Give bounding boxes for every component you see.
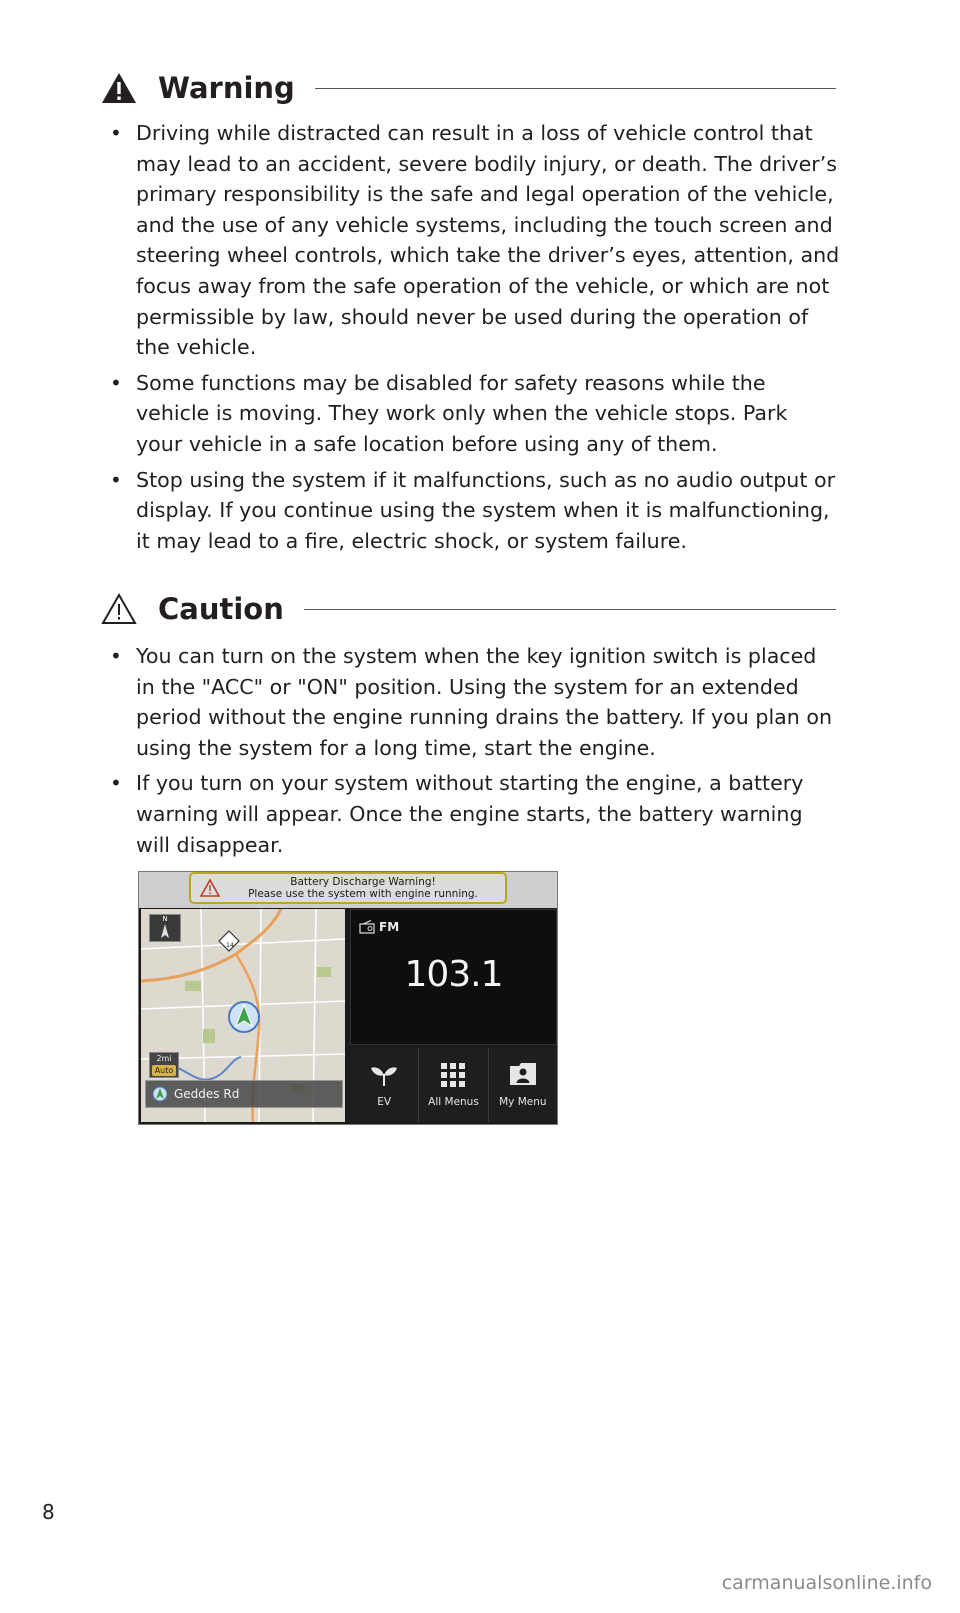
route-shield-number: 14 bbox=[226, 942, 234, 949]
my-menu-label: My Menu bbox=[499, 1096, 547, 1108]
position-arrow-icon bbox=[152, 1086, 168, 1102]
radio-widget[interactable] bbox=[350, 909, 557, 1045]
radio-frequency: 103.1 bbox=[404, 954, 503, 995]
warning-item: • Stop using the system if it malfunctions, such as no audio output or display. If you continue using the system when it is malfunctioning, it may lead to a fire, electric shock, or system failure. bbox=[110, 465, 840, 557]
compass-label: N bbox=[162, 915, 168, 923]
radio-icon bbox=[359, 920, 375, 934]
watermark: carmanualsonline.info bbox=[721, 1572, 932, 1594]
caution-item: • You can turn on the system when the key ignition switch is placed in the "ACC" or "ON" position. Using the system for an extended period without the engine running drains the battery. If you plan on using the system for a long time, start the engine. bbox=[110, 641, 840, 763]
shortcut-menu-bar bbox=[350, 1048, 557, 1122]
zoom-scale-label: 2mi bbox=[156, 1054, 172, 1063]
warning-filled-icon bbox=[100, 71, 138, 105]
radio-band: FM bbox=[379, 920, 400, 934]
all-menus-button[interactable] bbox=[418, 1048, 487, 1122]
caution-list bbox=[110, 641, 840, 865]
grid-icon bbox=[440, 1062, 466, 1088]
all-menus-label: All Menus bbox=[428, 1096, 479, 1108]
caution-outline-icon bbox=[100, 592, 138, 626]
popup-line-1: Battery Discharge Warning! bbox=[290, 876, 436, 888]
compass-button[interactable] bbox=[149, 914, 181, 942]
caution-item: • If you turn on your system without starting the engine, a battery warning will appear. Once the engine starts, the battery warning will disappear. bbox=[110, 768, 840, 860]
warning-item: • Driving while distracted can result in a loss of vehicle control that may lead to an accident, severe bodily injury, or death. The driver’s primary responsibility is the safe and legal operation of the vehicle, and the use of any vehicle systems, including the touch screen and steering wheel controls, which take the driver’s eyes, attention, and focus away from the safe operation of the vehicle, or which are not permissible by law, should never be used during the operation of the vehicle. bbox=[110, 118, 840, 363]
popup-line-2: Please use the system with engine running. bbox=[248, 888, 478, 900]
compass-needle-icon bbox=[150, 924, 180, 940]
zoom-scale-button[interactable] bbox=[149, 1052, 179, 1078]
ev-leaf-icon bbox=[370, 1062, 398, 1088]
warning-item: • Some functions may be disabled for safety reasons while the vehicle is moving. They work only when the vehicle stops. Park your vehicle in a safe location before using any of them. bbox=[110, 368, 840, 460]
head-unit-screenshot bbox=[138, 871, 558, 1125]
warning-divider bbox=[315, 88, 836, 89]
ev-button[interactable] bbox=[350, 1048, 418, 1122]
caution-heading bbox=[100, 587, 836, 631]
auto-zoom-label: Auto bbox=[152, 1065, 176, 1076]
warning-list bbox=[110, 118, 840, 561]
ev-label: EV bbox=[377, 1096, 392, 1108]
warning-title: Warning bbox=[158, 71, 295, 105]
current-road-bar bbox=[145, 1080, 343, 1108]
alert-triangle-icon bbox=[199, 878, 221, 898]
battery-warning-popup bbox=[189, 872, 507, 904]
page-number: 8 bbox=[42, 1500, 55, 1524]
road-name: Geddes Rd bbox=[174, 1087, 240, 1101]
caution-title: Caution bbox=[158, 592, 284, 626]
caution-divider bbox=[304, 609, 836, 610]
my-menu-button[interactable] bbox=[488, 1048, 557, 1122]
warning-heading bbox=[100, 66, 836, 110]
my-menu-icon bbox=[509, 1062, 537, 1086]
